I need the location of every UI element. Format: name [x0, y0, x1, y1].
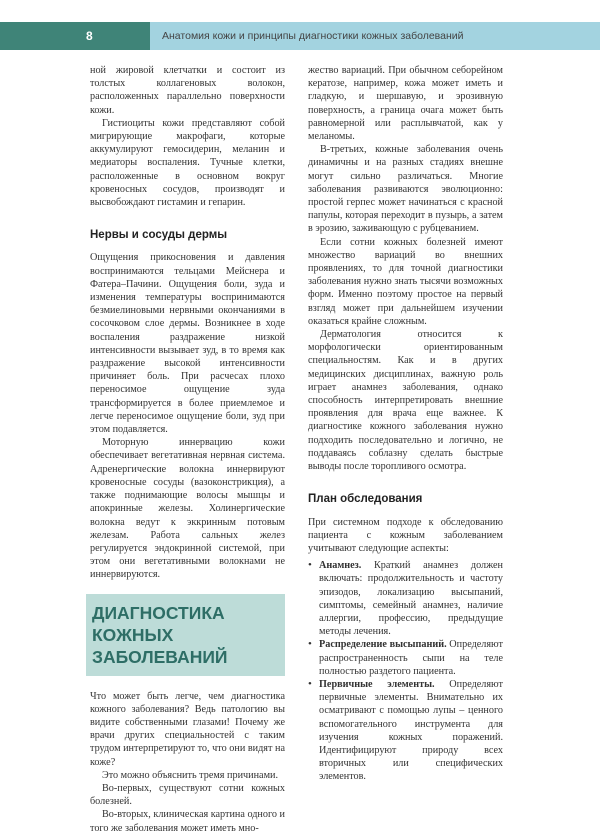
paragraph: Гистиоциты кожи представляют собой мигрирующие макрофаги, которые аккумулируют гемосидерин, меланин и медиаторы воспаления. Тучные клетки, расположенные в основном вокруг кровеносных сосудов, производят и высвобождают гистамин и гепарин. [90, 117, 285, 209]
paragraph: Если сотни кожных болезней имеют множество вариаций во внешних проявлениях, то для точной диагностики заболевания нужно знать тысячи возможных форм. Именно поэтому простое на первый взгляд может при дальнейшем изучении оказаться крайне сложным. [308, 236, 503, 327]
list-item-text: Краткий анамнез должен включать: продолжительность и частоту эпизодов, локализацию высыпаний, симптомы, семейный анамнез, наличие аллергии, профессию, предыдущие методы лечения. [319, 560, 503, 638]
subheading-nerves: Нервы и сосуды дермы [90, 229, 228, 242]
paragraph: Моторную иннервацию кожи обеспечивает вегетативная нервная система. Адренергические волокна иннервируют кровеносные сосуды (вазоконстрикция), а также поднимающие волосы мышцы и апокринные железы. Холинергические волокна ведут к эккринным потовым железам. Работа сальных желез регулируется эндокринной системой, при этом они вегетативными волокнами не иннервируются. [90, 437, 285, 581]
running-title: Анатомия кожи и принципы диагностики кожных заболеваний [150, 22, 600, 50]
right-column [308, 64, 503, 784]
page-number: 8 [0, 22, 150, 50]
list-item [308, 638, 503, 678]
subheading-exam-plan: План обследования [308, 493, 423, 506]
paragraph: При системном подходе к обследованию пациента с кожным заболеванием учитывают следующие аспекты: [308, 516, 503, 554]
list-item-term: Анамнез. [319, 560, 362, 572]
paragraph: Что может быть легче, чем диагностика кожного заболевания? Ведь патологию вы видите собственными глазами! Почему же врачи других специальностей с таким трудом интерпретируют то, что они видят на коже? [90, 690, 285, 768]
paragraph: Ощущения прикосновения и давления воспринимаются тельцами Мейснера и Фатера–Пачини. Ощущения боли, зуда и изменения температуры воспринимаются безмиелиновыми нервными окончаниями в сосочковом слое дермы. Возникнее в ходе воспаления раздражение низкой интенсивности вызывает зуд, в то время как раздражение высокой интенсивности причиняет боль. При расчесах плохо переносимое ощущение зуда трансформируется в более приемлемое и легче переносимое ощущение боли, зуд при этом подавляется. [90, 252, 285, 436]
paragraph: Это можно объяснить тремя причинами. [102, 769, 279, 781]
paragraph: Во-первых, существуют сотни кожных болезней. [90, 782, 285, 808]
list-item-text: Определяют распространенность сыпи на теле полностью раздетого пациента. [319, 639, 503, 677]
running-header [0, 22, 600, 50]
list-item [308, 678, 503, 784]
paragraph: Во-вторых, клиническая картина одного и того же заболевания может иметь мно- [90, 809, 285, 834]
section-title: ДИАГНОСТИКА КОЖНЫХ ЗАБОЛЕВАНИЙ [86, 594, 285, 676]
paragraph: Дерматология относится к морфологически ориентированным специальностям. Как и в других медицинских дисциплинах, важную роль играет анамнез заболевания, однако способность интерпретировать внешние проявления для врача еще важнее. К диагностике кожного заболевания нужно подходить последовательно и логично, не поддаваясь соблазну сделать быстрые выводы после торопливого осмотра. [308, 329, 503, 473]
left-column [90, 64, 285, 835]
list-item-term: Первичные элементы. [319, 678, 435, 690]
paragraph: ной жировой клетчатки и состоит из толстых коллагеновых волокон, расположенных параллельно поверхности кожи. [90, 65, 285, 116]
paragraph: жество вариаций. При обычном себорейном кератозе, например, кожа может иметь и гладкую, и шершавую, и эрозивную поверхность, а граница очага может быть равномерной или расплывчатой, как у меланомы. [308, 65, 503, 143]
list-item-term: Распределение высыпаний. [319, 639, 447, 651]
list-item [308, 559, 503, 638]
paragraph: В-третьих, кожные заболевания очень динамичны и на разных стадиях внешне могут сильно различаться. Многие заболевания развиваются эволюционно: простой герпес может начинаться с красной папулы, которая переходит в пузырь, а затем в эрозию, заживающую с рубцеванием. [308, 144, 503, 235]
list-item-text: Определяют первичные элементы. Внимательно их осматривают с помощью лупы – ценного вспомогательного инструмента для изучения кожных поражений. Идентифицируют природу всех вторичных или специфических элементов. [319, 678, 503, 783]
